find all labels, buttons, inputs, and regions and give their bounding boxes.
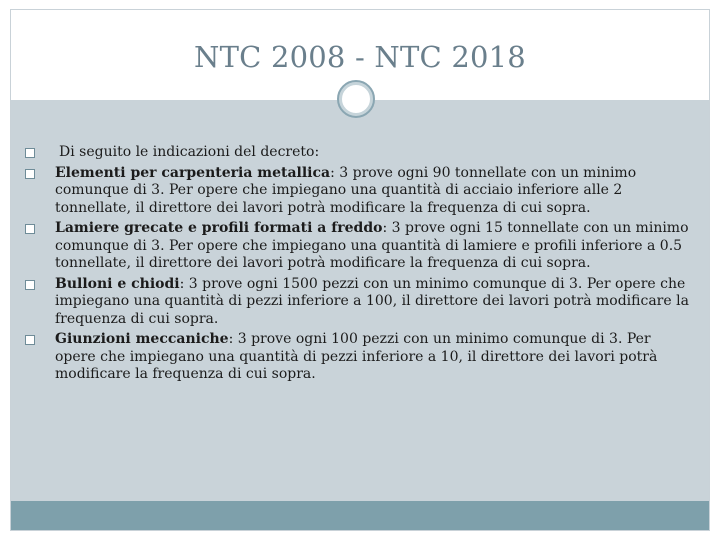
slide-title: NTC 2008 - NTC 2018 — [194, 40, 526, 74]
bullet-list — [25, 144, 695, 387]
item-text: Di seguito le indicazioni del decreto: — [59, 144, 320, 160]
item-lead: Elementi per carpenteria metallica — [55, 164, 331, 181]
list-item — [25, 331, 695, 384]
square-bullet-icon — [25, 148, 35, 158]
item-text: : 3 prove ogni 100 pezzi con un minimo comunque di 3. Per opere che impiegano una quantità di pezzi inferiore a 10, il direttore dei lavori potrà modificare la frequenza di cui sopra. — [55, 331, 658, 382]
item-text: : 3 prove ogni 15 tonnellate con un minimo comunque di 3. Per opere che impiegano una quantità di lamiere e profili inferiore a 0.5 tonnellate, il direttore dei lavori potrà modificare la frequenza di cui sopra. — [55, 220, 689, 271]
item-lead: Giunzioni meccaniche — [55, 331, 229, 347]
list-item — [25, 220, 695, 273]
list-item — [25, 144, 695, 162]
item-text: : 3 prove ogni 90 tonnellate con un minimo comunque di 3. Per opere che impiegano una quantità di acciaio inferiore alle 2 tonnellate, il direttore dei lavori potrà modificare la frequenza di cui sopra. — [55, 164, 637, 216]
list-item — [25, 165, 695, 218]
bottom-band — [11, 501, 709, 530]
square-bullet-icon — [25, 224, 35, 234]
square-bullet-icon — [25, 335, 35, 345]
item-lead: Bulloni e chiodi — [55, 275, 180, 292]
list-item — [25, 276, 695, 329]
square-bullet-icon — [25, 169, 35, 179]
item-lead: Lamiere grecate e profili formati a freddo — [55, 220, 383, 236]
circle-ornament-inner-ring — [339, 82, 373, 116]
item-text: : 3 prove ogni 1500 pezzi con un minimo comunque di 3. Per opere che impiegano una quantità di pezzi inferiore a 100, il direttore dei lavori potrà modificare la frequenza di cui sopra. — [55, 275, 689, 327]
square-bullet-icon — [25, 280, 35, 290]
